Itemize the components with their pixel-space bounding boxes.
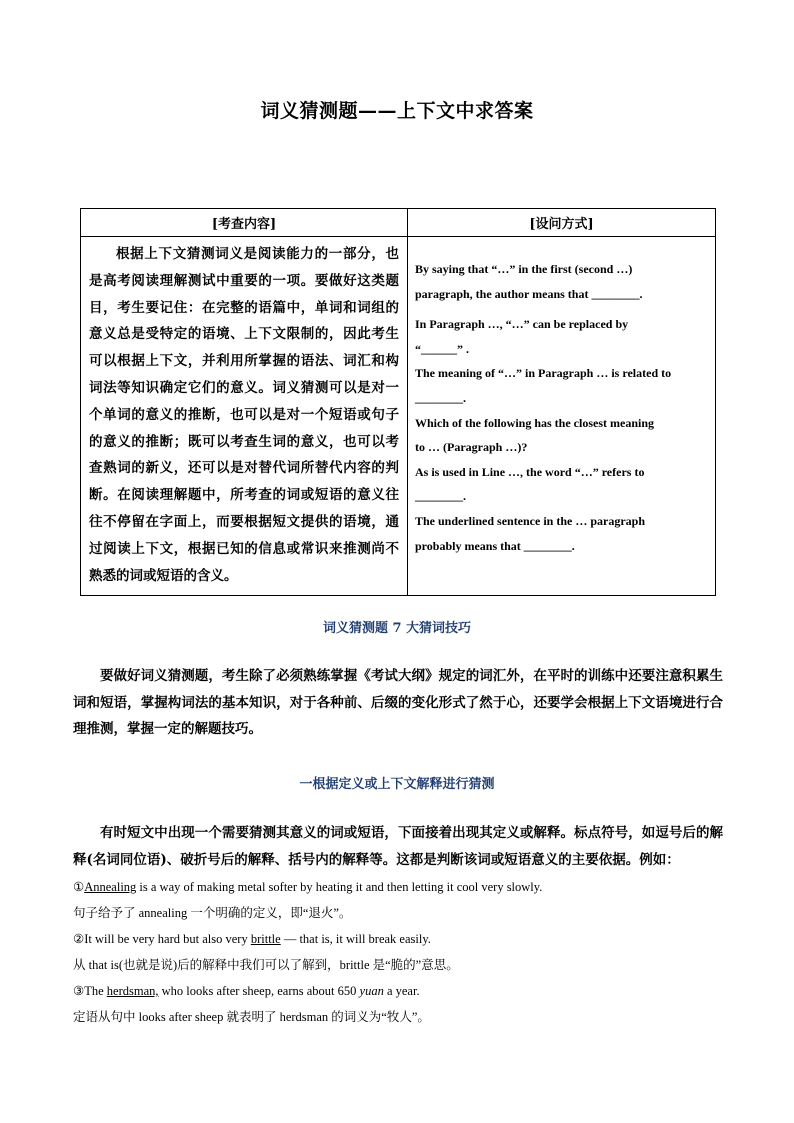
example-keyword: Annealing <box>84 880 137 894</box>
question-cell <box>408 237 716 596</box>
spec-table <box>80 208 716 596</box>
table-body-row <box>81 237 716 596</box>
example-keyword: herdsman, <box>106 984 159 998</box>
table-header-question: [设问方式] <box>408 209 716 237</box>
example-keyword: brittle <box>250 932 281 946</box>
content-text: 根据上下文猜测词义是阅读能力的一部分，也是高考阅读理解测试中重要的一项。要做好这类题目，考生要记住：在完整的语篇中，单词和词组的意义总是受特定的语境、上下文限制的，因此考生可以根据上下文，并利用所掌握的语法、词汇和构词法等知识确定它们的意义。词义猜测可以是对一个单词的意义的推断，也可以是对一个短语或句子的意义的推断；既可以考查生词的意义，也可以考查熟词的新义，还可以是对替代词所替代内容的判断。在阅读理解题中，所考查的词或短语的意义往往不停留在字面上，而要根据短文提供的语境，通过阅读上下文，根据已知的信息或常识来推测尚不熟悉的词或短语的含义。 <box>89 246 399 584</box>
table-header-content: [考查内容] <box>81 209 408 237</box>
example-1 <box>73 878 733 896</box>
example-sentence: — that is, it will break easily. <box>280 932 431 946</box>
definition-paragraph: 有时短文中出现一个需要猜测其意义的词或短语，下面接着出现其定义或解释。标点符号，如逗号后的解释(名词同位语)、破折号后的解释、括号内的解释等。这都是判断该词或短语意义的主要依据。例如： <box>73 825 723 868</box>
example-number: ② <box>73 932 85 946</box>
section-heading-definition: 一根据定义或上下文解释进行猜测 <box>299 777 495 792</box>
question-line: to … (Paragraph …)? <box>415 440 528 455</box>
question-line: The underlined sentence in the … paragraph <box>415 513 646 528</box>
question-list <box>408 237 715 568</box>
question-line: probably means that ________. <box>415 538 575 553</box>
question-line: Which of the following has the closest meaning <box>415 415 655 430</box>
example-sentence: It will be very hard but also very <box>84 932 251 946</box>
question-line: The meaning of “…” in Paragraph … is related to <box>415 366 672 381</box>
example-sentence: a year. <box>383 984 420 998</box>
example-number: ③ <box>73 984 85 998</box>
question-line: By saying that “…” in the first (second …) <box>415 262 633 276</box>
question-line: “______” . <box>415 341 469 356</box>
example-sentence: The <box>84 984 107 998</box>
section-heading-techniques: 词义猜测题 7 大猜词技巧 <box>322 621 472 636</box>
intro-paragraph: 要做好词义猜测题，考生除了必须熟练掌握《考试大纲》规定的词汇外，在平时的训练中还要注意积累生词和短语，掌握构词法的基本知识，对于各种前、后缀的变化形式了然于心，还要学会根据上下文语境进行合理推测，掌握一定的解题技巧。 <box>73 668 723 737</box>
example-italic: yuan <box>359 984 384 998</box>
question-line: paragraph, the author means that ________. <box>415 286 643 301</box>
example-sentence: is a way of making metal softer by heating it and then letting it cool very slowly. <box>136 880 543 894</box>
example-1-note: 句子给予了 annealing 一个明确的定义，即“退火”。 <box>73 906 352 920</box>
example-3 <box>73 982 733 1000</box>
example-3-note: 定语从句中 looks after sheep 就表明了 herdsman 的词义为“牧人”。 <box>73 1010 430 1024</box>
page-title: 词义猜测题——上下文中求答案 <box>260 100 534 122</box>
example-2-note: 从 that is(也就是说)后的解释中我们可以了解到，brittle 是“脆的”意思。 <box>73 958 459 972</box>
example-number: ① <box>73 880 85 894</box>
question-line: ________. <box>415 390 466 405</box>
question-line: In Paragraph …, “…” can be replaced by <box>415 317 629 332</box>
question-line: ________. <box>415 489 466 504</box>
example-2 <box>73 930 733 948</box>
example-sentence: who looks after sheep, earns about 650 <box>158 984 360 998</box>
question-line: As is used in Line …, the word “…” refers to <box>415 464 645 479</box>
table-header-row <box>81 209 716 237</box>
content-cell <box>81 237 408 596</box>
